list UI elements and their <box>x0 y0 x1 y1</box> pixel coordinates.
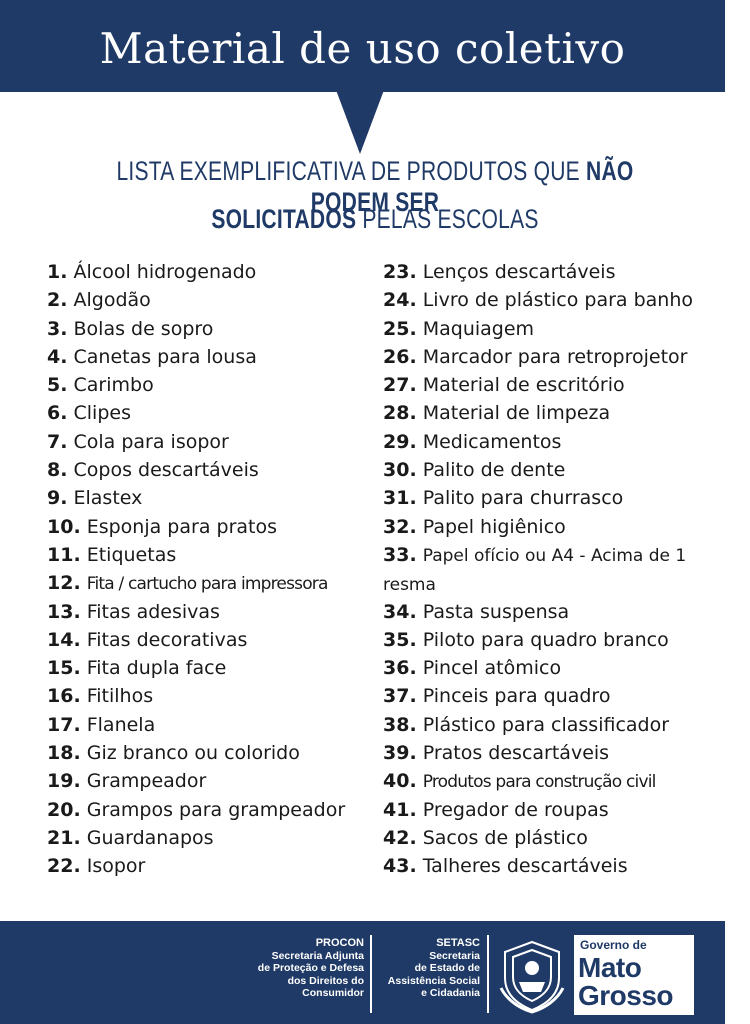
item-number: 28. <box>383 402 417 425</box>
item-text: Pinceis para quadro <box>422 685 611 708</box>
item-number: 39. <box>383 742 417 765</box>
item-number: 18. <box>47 742 81 765</box>
item-number: 21. <box>47 826 81 849</box>
gov-logo-line2: Grosso <box>578 980 674 1011</box>
item-text: Giz branco ou colorido <box>86 742 300 765</box>
list-item <box>47 371 367 399</box>
item-number: 36. <box>383 657 417 680</box>
item-number: 22. <box>47 855 81 878</box>
list-item <box>47 428 367 456</box>
item-text: Material de limpeza <box>422 402 611 425</box>
setasc-line: e Cidadania <box>421 987 480 999</box>
subtitle-normal-1: LISTA EXEMPLIFICATIVA DE PRODUTOS QUE <box>116 156 587 186</box>
item-number: 8. <box>47 459 68 482</box>
item-text: Grampeador <box>86 770 207 793</box>
item-number: 2. <box>47 289 68 312</box>
list-item <box>383 739 703 767</box>
item-number: 1. <box>47 261 68 283</box>
list-item <box>383 343 703 371</box>
list-item <box>47 626 367 654</box>
footer-divider <box>370 935 372 1013</box>
item-number: 10. <box>47 515 81 538</box>
subtitle-normal-2: PELAS ESCOLAS <box>356 204 539 234</box>
state-coat-of-arms-icon <box>497 938 567 1014</box>
item-number: 5. <box>47 374 68 397</box>
item-text: Algodão <box>73 289 151 312</box>
item-number: 26. <box>383 345 417 368</box>
item-number: 11. <box>47 543 81 566</box>
item-number: 15. <box>47 657 81 680</box>
item-number: 33. <box>383 543 417 566</box>
item-number: 42. <box>383 826 417 849</box>
list-item <box>47 399 367 427</box>
list-item <box>47 852 367 880</box>
item-number: 43. <box>383 855 417 878</box>
list-item <box>47 767 367 795</box>
procon-line: dos Direitos do <box>287 974 364 987</box>
item-text: Etiquetas <box>86 543 177 566</box>
subtitle-bold-2: SOLICITADOS <box>211 204 357 234</box>
item-number: 3. <box>47 317 68 340</box>
item-text: Pregador de roupas <box>422 798 609 821</box>
list-item <box>47 258 367 286</box>
list-item <box>47 824 367 852</box>
item-number: 16. <box>47 685 81 708</box>
procon-line: Consumidor <box>302 987 364 999</box>
header-pointer <box>336 90 384 154</box>
list-item <box>383 852 703 880</box>
subtitle-bold-1: NÃO PODEM SER <box>310 156 634 217</box>
list-item <box>383 286 703 314</box>
list-item <box>383 796 703 824</box>
item-text: Livro de plástico para banho <box>422 289 694 312</box>
list-item <box>47 711 367 739</box>
item-text: Bolas de sopro <box>73 317 214 340</box>
item-text: Esponja para pratos <box>86 515 277 538</box>
item-number: 38. <box>383 713 417 736</box>
product-list-right <box>383 258 703 881</box>
item-number: 29. <box>383 430 417 453</box>
item-text: Papel higiênico <box>422 515 566 538</box>
item-number: 9. <box>47 487 68 510</box>
item-number: 23. <box>383 261 417 283</box>
item-text: Material de escritório <box>422 374 625 397</box>
item-number: 35. <box>383 628 417 651</box>
list-item <box>383 682 703 710</box>
item-text: Sacos de plástico <box>422 826 588 849</box>
setasc-line: Secretaria <box>429 949 480 962</box>
item-number: 30. <box>383 459 417 482</box>
item-text: Fita / cartucho para impressora <box>86 574 328 595</box>
list-item <box>383 541 703 598</box>
item-text: Produtos para construção civil <box>422 772 656 793</box>
item-text: Papel ofício ou A4 - Acima de 1 resma <box>383 545 687 595</box>
item-number: 12. <box>47 572 81 595</box>
item-text: Marcador para retroprojetor <box>422 345 688 368</box>
item-text: Lenços descartáveis <box>422 261 616 283</box>
list-item <box>383 456 703 484</box>
list-item <box>383 428 703 456</box>
item-number: 6. <box>47 402 68 425</box>
subtitle-line-2 <box>114 204 637 235</box>
item-number: 24. <box>383 289 417 312</box>
procon-line: Secretaria Adjunta <box>271 949 364 962</box>
item-number: 27. <box>383 374 417 397</box>
item-text: Álcool hidrogenado <box>73 261 257 283</box>
setasc-line: de Estado de <box>414 962 480 974</box>
list-item <box>383 371 703 399</box>
item-number: 31. <box>383 487 417 510</box>
list-item <box>47 513 367 541</box>
item-number: 14. <box>47 628 81 651</box>
list-item <box>383 654 703 682</box>
item-text: Palito para churrasco <box>422 487 624 510</box>
governo-mato-grosso-logo <box>574 935 694 1015</box>
item-number: 37. <box>383 685 417 708</box>
item-number: 34. <box>383 600 417 623</box>
item-number: 32. <box>383 515 417 538</box>
list-item <box>47 484 367 512</box>
list-item <box>383 824 703 852</box>
item-text: Copos descartáveis <box>73 459 259 482</box>
list-item <box>47 315 367 343</box>
item-number: 17. <box>47 713 81 736</box>
header-band <box>0 0 725 92</box>
item-number: 13. <box>47 600 81 623</box>
item-text: Pasta suspensa <box>422 600 570 623</box>
list-item <box>383 626 703 654</box>
item-number: 4. <box>47 345 68 368</box>
item-text: Canetas para lousa <box>73 345 257 368</box>
list-item <box>383 513 703 541</box>
item-text: Elastex <box>73 487 143 510</box>
procon-line: de Proteção e Defesa <box>257 962 364 974</box>
item-text: Talheres descartáveis <box>422 855 628 878</box>
list-item <box>47 739 367 767</box>
list-item <box>383 711 703 739</box>
item-text: Guardanapos <box>86 826 214 849</box>
item-text: Carimbo <box>73 374 154 397</box>
product-list-left <box>47 258 367 881</box>
item-text: Flanela <box>86 713 156 736</box>
list-item <box>383 315 703 343</box>
item-number: 40. <box>383 770 417 793</box>
list-item <box>47 598 367 626</box>
item-text: Palito de dente <box>422 459 566 482</box>
setasc-line: Assistência Social <box>387 974 480 987</box>
list-item <box>383 767 703 795</box>
item-number: 41. <box>383 798 417 821</box>
item-text: Cola para isopor <box>73 430 229 453</box>
list-item <box>47 286 367 314</box>
item-number: 25. <box>383 317 417 340</box>
procon-title: PROCON <box>315 937 364 949</box>
gov-logo-line1: Mato <box>578 952 642 983</box>
item-text: Fitilhos <box>86 685 154 708</box>
item-number: 20. <box>47 798 81 821</box>
item-text: Maquiagem <box>422 317 535 340</box>
item-text: Pratos descartáveis <box>422 742 610 765</box>
item-number: 7. <box>47 430 68 453</box>
item-text: Medicamentos <box>422 430 562 453</box>
list-item <box>47 682 367 710</box>
list-item <box>47 796 367 824</box>
gov-logo-top: Governo de <box>580 938 647 952</box>
setasc-block <box>374 937 480 1000</box>
item-text: Clipes <box>73 402 131 425</box>
list-item <box>47 569 367 597</box>
list-item <box>383 399 703 427</box>
item-text: Pincel atômico <box>422 657 562 680</box>
item-text: Plástico para classificador <box>422 713 670 736</box>
list-item <box>47 343 367 371</box>
list-item <box>47 654 367 682</box>
list-item <box>47 456 367 484</box>
list-item <box>383 484 703 512</box>
list-item <box>383 598 703 626</box>
item-number: 19. <box>47 770 81 793</box>
list-item <box>383 258 703 286</box>
setasc-title: SETASC <box>436 937 480 949</box>
item-text: Fitas decorativas <box>86 628 248 651</box>
footer-divider <box>487 935 489 1013</box>
list-item <box>47 541 367 569</box>
page-title: Material de uso coletivo <box>99 24 626 73</box>
item-text: Fita dupla face <box>86 657 227 680</box>
item-text: Piloto para quadro branco <box>422 628 669 651</box>
item-text: Fitas adesivas <box>86 600 220 623</box>
item-text: Grampos para grampeador <box>86 798 346 821</box>
item-text: Isopor <box>86 855 146 878</box>
procon-block <box>238 937 364 1000</box>
